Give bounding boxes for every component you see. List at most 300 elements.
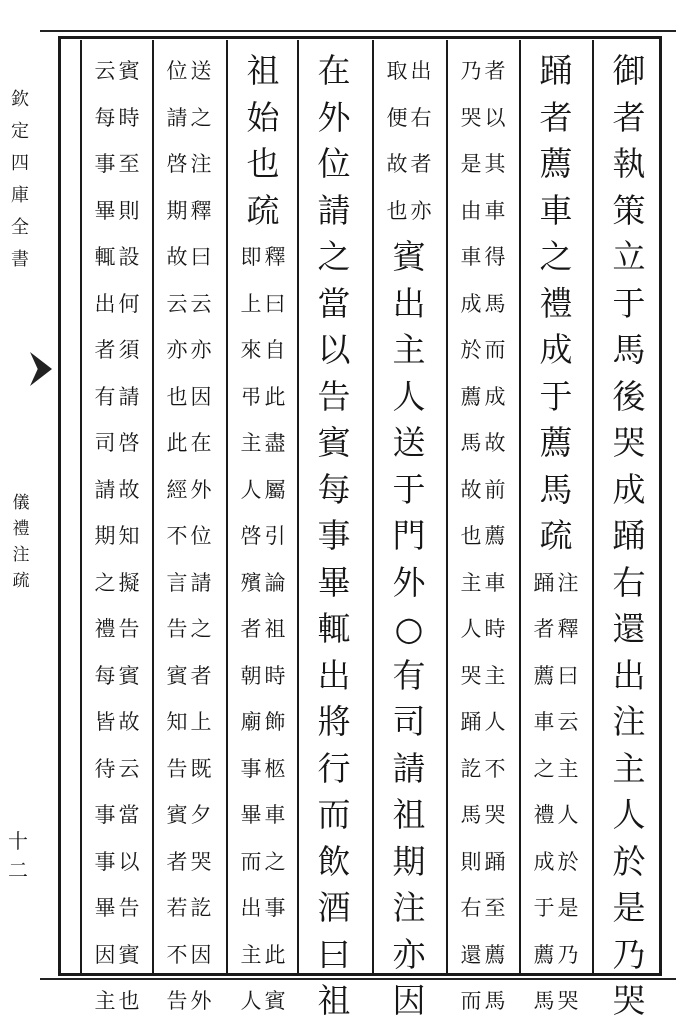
main-char: 門 bbox=[392, 516, 426, 555]
note-char: 故 bbox=[386, 152, 408, 176]
main-char: 御 bbox=[612, 51, 646, 90]
note-char: 引 bbox=[264, 524, 286, 548]
note-char: 薦 bbox=[484, 524, 506, 548]
note-char: 哭 bbox=[190, 849, 212, 874]
note-char: 右 bbox=[460, 896, 482, 920]
note-char: 弔 bbox=[240, 384, 262, 409]
note-char: 者 bbox=[484, 59, 506, 83]
main-char: 人 bbox=[392, 376, 426, 416]
main-char: 酒 bbox=[317, 888, 351, 927]
main-char: 之 bbox=[317, 237, 351, 276]
main-char: 成 bbox=[539, 330, 573, 369]
main-char: 立 bbox=[612, 237, 646, 276]
column-rule bbox=[446, 40, 448, 974]
note-char: 亦 bbox=[190, 338, 212, 362]
note-char: 知 bbox=[166, 710, 188, 734]
note-char: 則 bbox=[460, 849, 482, 874]
main-char: 主 bbox=[392, 330, 426, 369]
main-char: 送 bbox=[392, 423, 426, 462]
main-text bbox=[613, 48, 646, 1025]
margin-char: 書 bbox=[11, 249, 29, 270]
note-char: 車 bbox=[264, 803, 286, 827]
main-char: 之 bbox=[539, 237, 573, 276]
note-char: 成 bbox=[484, 384, 506, 409]
note-char: 也 bbox=[118, 989, 140, 1013]
note-char: 于 bbox=[533, 896, 555, 920]
note-char: 有 bbox=[94, 384, 116, 409]
note-char: 賓 bbox=[118, 942, 140, 967]
main-char: 畢 bbox=[317, 562, 351, 602]
note-char: 而 bbox=[484, 338, 506, 362]
note-char: 來 bbox=[240, 338, 262, 362]
text-column bbox=[232, 48, 294, 1013]
note-char: 告 bbox=[118, 617, 140, 641]
note-char: 柩 bbox=[264, 756, 286, 781]
note-char: 哭 bbox=[460, 663, 482, 688]
main-char: 于 bbox=[539, 376, 573, 416]
note-char: 之 bbox=[94, 570, 116, 595]
note-char: 人 bbox=[240, 477, 262, 502]
note-char: 朝 bbox=[240, 663, 262, 688]
commentary-note bbox=[165, 48, 213, 1025]
note-char: 之 bbox=[190, 105, 212, 130]
note-char: 薦 bbox=[484, 942, 506, 967]
note-char: 因 bbox=[94, 942, 116, 967]
note-char: 是 bbox=[460, 152, 482, 176]
note-char: 主 bbox=[240, 942, 262, 967]
note-char: 故 bbox=[484, 431, 506, 455]
note-char: 事 bbox=[264, 896, 286, 920]
note-char: 當 bbox=[118, 803, 140, 827]
note-char: 若 bbox=[166, 896, 188, 920]
note-char: 馬 bbox=[484, 291, 506, 316]
note-char: 哭 bbox=[484, 803, 506, 827]
main-char: 于 bbox=[392, 469, 426, 509]
commentary-note bbox=[93, 48, 141, 1025]
note-char: 車 bbox=[460, 245, 482, 269]
note-char: 位 bbox=[190, 524, 212, 548]
text-column bbox=[452, 48, 514, 1013]
note-char: 禮 bbox=[94, 617, 116, 641]
column-rule bbox=[226, 40, 228, 974]
text-column bbox=[525, 48, 587, 1013]
main-char: 哭 bbox=[612, 981, 646, 1020]
main-char: 禮 bbox=[539, 283, 573, 323]
note-char: 者 bbox=[533, 617, 555, 641]
note-char: 之 bbox=[533, 756, 555, 781]
main-char: 請 bbox=[317, 190, 351, 230]
commentary-note bbox=[239, 234, 287, 1025]
note-char: 而 bbox=[240, 849, 262, 874]
note-char: 云 bbox=[118, 756, 140, 781]
note-char: 言 bbox=[166, 570, 188, 595]
margin-header bbox=[8, 84, 32, 276]
note-char: 至 bbox=[484, 896, 506, 920]
note-char: 車 bbox=[484, 198, 506, 223]
note-char: 故 bbox=[118, 710, 140, 734]
page-margin bbox=[0, 40, 40, 970]
main-char: 哭 bbox=[612, 423, 646, 462]
note-char: 則 bbox=[118, 198, 140, 223]
note-char: 馬 bbox=[460, 431, 482, 455]
note-char: 至 bbox=[118, 152, 140, 176]
note-char: 訖 bbox=[190, 896, 212, 920]
note-line-left bbox=[93, 48, 117, 1025]
note-char: 訖 bbox=[460, 756, 482, 781]
column-rule bbox=[592, 40, 594, 974]
note-char: 啓 bbox=[118, 431, 140, 455]
main-char: 祖 bbox=[317, 981, 351, 1020]
note-char: 也 bbox=[386, 198, 408, 223]
note-char: 得 bbox=[484, 245, 506, 269]
note-char: 待 bbox=[94, 756, 116, 781]
note-char: 即 bbox=[240, 245, 262, 269]
note-line-left bbox=[239, 234, 263, 1025]
note-char: 上 bbox=[240, 291, 262, 316]
note-char: 出 bbox=[94, 291, 116, 316]
margin-char: 欽 bbox=[11, 89, 29, 110]
note-char: 踊 bbox=[484, 849, 506, 874]
margin-char: 禮 bbox=[12, 519, 30, 539]
main-char: 位 bbox=[317, 144, 351, 183]
note-char: 此 bbox=[264, 384, 286, 409]
note-line-right bbox=[409, 48, 433, 234]
note-char: 期 bbox=[94, 524, 116, 548]
note-char: 何 bbox=[118, 291, 140, 316]
main-char: 司 bbox=[392, 702, 426, 741]
note-char: 經 bbox=[166, 477, 188, 502]
note-line-left bbox=[532, 560, 556, 1025]
note-char: 主 bbox=[557, 756, 579, 781]
margin-page-number: 十二 bbox=[8, 829, 28, 882]
note-char: 者 bbox=[410, 152, 432, 176]
note-char: 出 bbox=[410, 59, 432, 83]
note-char: 賓 bbox=[118, 59, 140, 83]
main-char: 馬 bbox=[612, 330, 646, 369]
note-char: 成 bbox=[460, 291, 482, 316]
note-char: 哭 bbox=[557, 989, 579, 1013]
note-char: 告 bbox=[166, 617, 188, 641]
note-char: 取 bbox=[386, 59, 408, 83]
main-text bbox=[247, 48, 280, 234]
note-char: 便 bbox=[386, 105, 408, 130]
note-char: 人 bbox=[484, 710, 506, 734]
note-char: 夕 bbox=[190, 803, 212, 827]
note-char: 在 bbox=[190, 431, 212, 455]
main-char: 執 bbox=[612, 144, 646, 183]
note-char: 論 bbox=[264, 570, 286, 595]
note-char: 時 bbox=[264, 663, 286, 688]
note-line-right bbox=[117, 48, 141, 1025]
note-char: 外 bbox=[190, 477, 212, 502]
note-char: 車 bbox=[533, 710, 555, 734]
note-char: 曰 bbox=[264, 291, 286, 316]
note-char: 盡 bbox=[264, 431, 286, 455]
main-char: 是 bbox=[612, 888, 646, 927]
note-char: 由 bbox=[460, 198, 482, 223]
main-char: 賓 bbox=[392, 237, 426, 276]
commentary-note bbox=[459, 48, 507, 1025]
note-char: 曰 bbox=[190, 245, 212, 269]
note-line-right bbox=[483, 48, 507, 1025]
main-char: 者 bbox=[612, 97, 646, 137]
note-char: 馬 bbox=[533, 989, 555, 1013]
main-char: ○ bbox=[394, 609, 424, 648]
note-char: 亦 bbox=[410, 198, 432, 223]
note-char: 擬 bbox=[118, 570, 140, 595]
main-char: 出 bbox=[612, 655, 646, 695]
note-char: 是 bbox=[557, 896, 579, 920]
main-char: 右 bbox=[612, 562, 646, 602]
text-column bbox=[86, 48, 148, 1013]
note-char: 之 bbox=[190, 617, 212, 641]
main-char: 告 bbox=[317, 376, 351, 416]
main-char: 車 bbox=[539, 190, 573, 230]
note-char: 故 bbox=[166, 245, 188, 269]
note-char: 殯 bbox=[240, 570, 262, 595]
note-char: 啓 bbox=[166, 152, 188, 176]
note-line-right bbox=[189, 48, 213, 1025]
note-char: 也 bbox=[166, 384, 188, 409]
main-char: 亦 bbox=[392, 934, 426, 974]
main-char: 主 bbox=[612, 748, 646, 788]
note-char: 薦 bbox=[533, 942, 555, 967]
margin-book-title bbox=[10, 490, 32, 594]
note-char: 請 bbox=[190, 570, 212, 595]
note-char: 須 bbox=[118, 338, 140, 362]
main-char: 每 bbox=[317, 469, 351, 509]
note-char: 司 bbox=[94, 431, 116, 455]
note-line-left bbox=[385, 48, 409, 234]
note-char: 畢 bbox=[94, 896, 116, 920]
note-line-right bbox=[556, 560, 580, 1025]
note-char: 故 bbox=[460, 477, 482, 502]
note-char: 主 bbox=[460, 570, 482, 595]
main-char: 踊 bbox=[539, 51, 573, 90]
main-char: 而 bbox=[317, 795, 351, 834]
main-char: 曰 bbox=[317, 934, 351, 974]
note-char: 以 bbox=[484, 105, 506, 130]
note-char: 請 bbox=[94, 477, 116, 502]
main-text bbox=[540, 48, 573, 560]
note-char: 云 bbox=[166, 291, 188, 316]
note-char: 事 bbox=[94, 803, 116, 827]
note-char: 注 bbox=[557, 570, 579, 595]
note-char: 畢 bbox=[240, 803, 262, 827]
note-char: 此 bbox=[166, 431, 188, 455]
note-line-right bbox=[263, 234, 287, 1025]
main-char: 于 bbox=[612, 283, 646, 323]
note-char: 禮 bbox=[533, 803, 555, 827]
note-char: 踊 bbox=[533, 570, 555, 595]
main-text bbox=[393, 234, 426, 1025]
note-char: 請 bbox=[166, 105, 188, 130]
note-char: 事 bbox=[94, 152, 116, 176]
main-char: 注 bbox=[392, 888, 426, 927]
margin-char: 儀 bbox=[12, 493, 30, 513]
main-char: 成 bbox=[612, 469, 646, 509]
note-char: 送 bbox=[190, 59, 212, 83]
note-char: 時 bbox=[484, 617, 506, 641]
main-char: 飲 bbox=[317, 841, 351, 881]
main-text bbox=[318, 48, 351, 1025]
note-char: 設 bbox=[118, 245, 140, 269]
column-rule bbox=[519, 40, 521, 974]
note-char: 主 bbox=[240, 431, 262, 455]
note-char: 前 bbox=[484, 477, 506, 502]
note-char: 於 bbox=[557, 849, 579, 874]
note-char: 曰 bbox=[557, 663, 579, 688]
margin-char: 全 bbox=[11, 217, 29, 238]
main-char: 於 bbox=[612, 841, 646, 881]
note-char: 云 bbox=[190, 291, 212, 316]
main-char: 行 bbox=[317, 748, 351, 788]
note-char: 因 bbox=[190, 942, 212, 967]
note-char: 賓 bbox=[264, 989, 286, 1013]
note-char: 乃 bbox=[460, 59, 482, 83]
note-char: 者 bbox=[166, 849, 188, 874]
note-char: 時 bbox=[118, 105, 140, 130]
main-char: 祖 bbox=[246, 51, 280, 90]
note-char: 人 bbox=[557, 803, 579, 827]
note-char: 釋 bbox=[190, 198, 212, 223]
note-char: 不 bbox=[484, 756, 506, 781]
note-char: 請 bbox=[118, 384, 140, 409]
main-char: 注 bbox=[612, 702, 646, 741]
text-column bbox=[158, 48, 220, 1013]
note-char: 每 bbox=[94, 663, 116, 688]
note-char: 人 bbox=[240, 989, 262, 1013]
note-char: 者 bbox=[94, 338, 116, 362]
margin-char: 庫 bbox=[11, 185, 29, 206]
note-char: 出 bbox=[240, 896, 262, 920]
note-char: 每 bbox=[94, 105, 116, 130]
note-char: 釋 bbox=[264, 245, 286, 269]
note-char: 車 bbox=[484, 570, 506, 595]
main-char: 策 bbox=[612, 190, 646, 230]
note-char: 不 bbox=[166, 942, 188, 967]
note-char: 因 bbox=[190, 384, 212, 409]
note-char: 馬 bbox=[484, 989, 506, 1013]
text-column bbox=[378, 48, 440, 1020]
column-rule bbox=[80, 40, 82, 974]
note-char: 主 bbox=[94, 989, 116, 1013]
note-line-left bbox=[459, 48, 483, 1025]
note-char: 上 bbox=[190, 710, 212, 734]
note-char: 乃 bbox=[557, 942, 579, 967]
main-char: 期 bbox=[392, 841, 426, 881]
main-char: 在 bbox=[317, 51, 351, 90]
note-char: 事 bbox=[94, 849, 116, 874]
main-char: 出 bbox=[392, 283, 426, 323]
note-char: 屬 bbox=[264, 477, 286, 502]
main-char: 疏 bbox=[246, 190, 280, 230]
note-char: 人 bbox=[460, 617, 482, 641]
main-char: 還 bbox=[612, 609, 646, 648]
note-char: 事 bbox=[240, 756, 262, 781]
main-char: 以 bbox=[317, 330, 351, 369]
note-char: 不 bbox=[166, 524, 188, 548]
main-char: 祖 bbox=[392, 795, 426, 834]
note-char: 畢 bbox=[94, 198, 116, 223]
note-char: 賓 bbox=[166, 663, 188, 688]
note-char: 知 bbox=[118, 524, 140, 548]
note-char: 薦 bbox=[460, 384, 482, 409]
note-char: 注 bbox=[190, 152, 212, 176]
main-char: 外 bbox=[392, 562, 426, 602]
note-char: 右 bbox=[410, 105, 432, 130]
main-char: 當 bbox=[317, 283, 351, 323]
note-char: 輒 bbox=[94, 245, 116, 269]
note-char: 哭 bbox=[460, 105, 482, 130]
margin-char: 注 bbox=[12, 545, 30, 565]
note-char: 祖 bbox=[264, 617, 286, 641]
main-char: 踊 bbox=[612, 516, 646, 555]
main-char: 人 bbox=[612, 795, 646, 834]
note-char: 以 bbox=[118, 849, 140, 874]
main-char: 乃 bbox=[612, 934, 646, 974]
note-char: 云 bbox=[94, 59, 116, 83]
note-line-left bbox=[165, 48, 189, 1025]
note-char: 告 bbox=[166, 989, 188, 1013]
note-char: 啓 bbox=[240, 524, 262, 548]
note-char: 此 bbox=[264, 942, 286, 967]
margin-char: 定 bbox=[11, 121, 29, 142]
note-char: 賓 bbox=[118, 663, 140, 688]
note-char: 者 bbox=[190, 663, 212, 688]
note-char: 也 bbox=[460, 524, 482, 548]
note-char: 期 bbox=[166, 198, 188, 223]
note-char: 釋 bbox=[557, 617, 579, 641]
main-char: 始 bbox=[246, 97, 280, 137]
column-rule bbox=[297, 40, 299, 974]
main-char: 將 bbox=[317, 702, 351, 741]
note-char: 還 bbox=[460, 942, 482, 967]
note-char: 成 bbox=[533, 849, 555, 874]
column-rule bbox=[372, 40, 374, 974]
margin-char: 疏 bbox=[12, 571, 30, 591]
main-char: 事 bbox=[317, 516, 351, 555]
text-column bbox=[598, 48, 660, 1020]
commentary-note bbox=[385, 48, 433, 234]
note-char: 告 bbox=[118, 896, 140, 920]
note-char: 位 bbox=[166, 59, 188, 83]
note-char: 廟 bbox=[240, 710, 262, 734]
column-rule bbox=[152, 40, 154, 974]
note-char: 薦 bbox=[533, 663, 555, 688]
note-char: 而 bbox=[460, 989, 482, 1013]
note-char: 亦 bbox=[166, 338, 188, 362]
note-char: 故 bbox=[118, 477, 140, 502]
main-char: 薦 bbox=[539, 144, 573, 183]
note-char: 告 bbox=[166, 756, 188, 781]
main-char: 疏 bbox=[539, 516, 573, 555]
main-char: 後 bbox=[612, 376, 646, 416]
note-char: 外 bbox=[190, 989, 212, 1013]
note-char: 既 bbox=[190, 756, 212, 781]
note-char: 自 bbox=[264, 338, 286, 362]
main-char: 請 bbox=[392, 748, 426, 788]
note-char: 飾 bbox=[264, 710, 286, 734]
text-column bbox=[303, 48, 365, 1020]
note-char: 之 bbox=[264, 849, 286, 874]
note-char: 其 bbox=[484, 152, 506, 176]
note-char: 於 bbox=[460, 338, 482, 362]
main-char: 有 bbox=[392, 655, 426, 695]
main-char: 出 bbox=[317, 655, 351, 695]
main-char: 者 bbox=[539, 97, 573, 137]
commentary-note bbox=[532, 560, 580, 1025]
